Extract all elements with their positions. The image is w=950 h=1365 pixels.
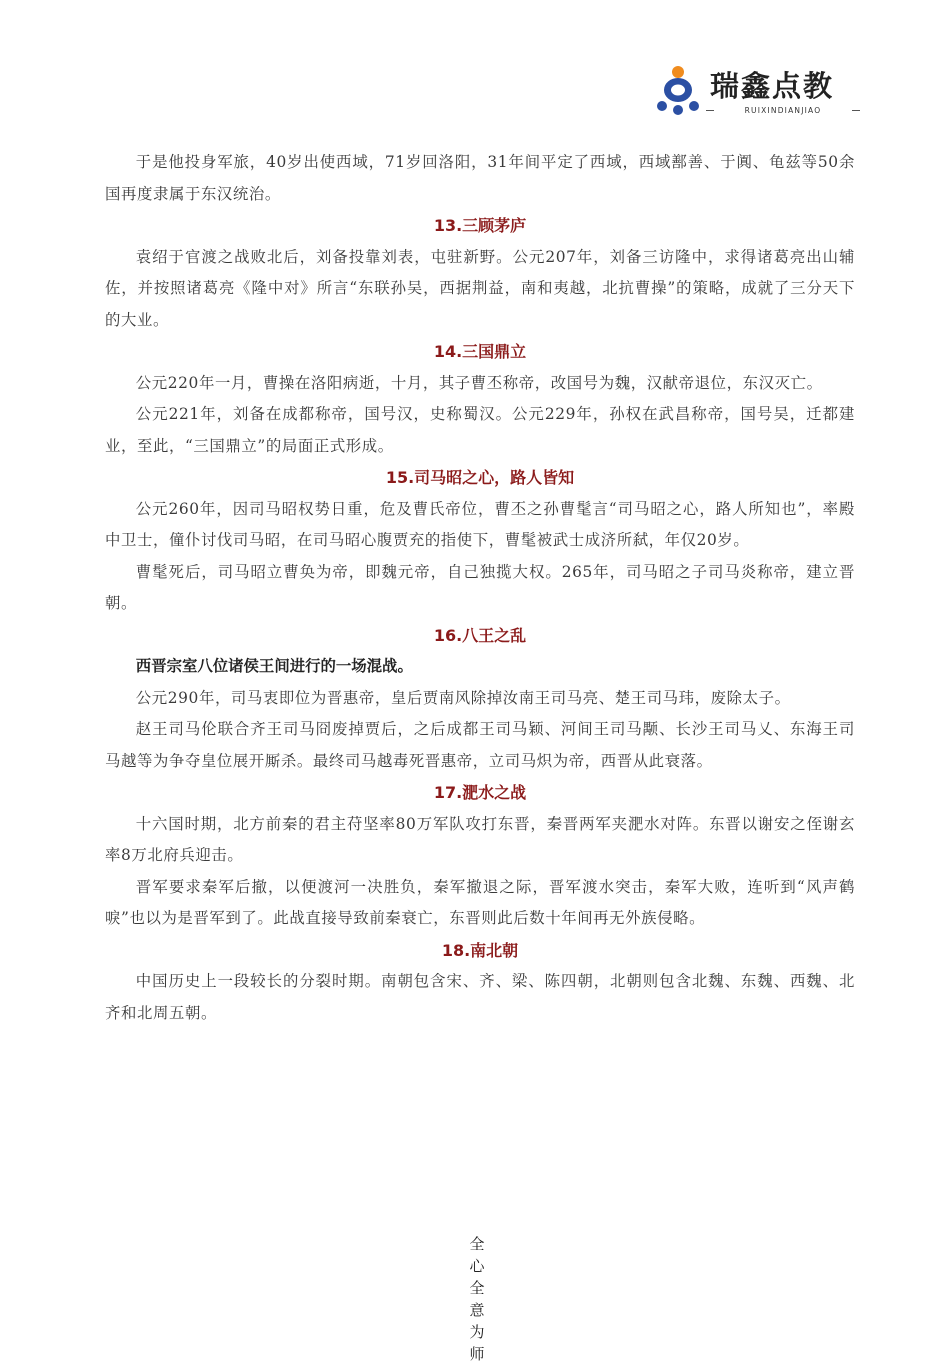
logo-ring: [664, 78, 692, 102]
footer-motto: 全心全意为师: [469, 1235, 485, 1363]
paragraph: 十六国时期，北方前秦的君主苻坚率80万军队攻打东晋，秦晋两军夹淝水对阵。东晋以谢安之侄谢玄率8万北府兵迎击。: [105, 814, 855, 864]
document-body: [105, 147, 855, 1029]
logo-dot-left: [657, 101, 667, 111]
paragraph: 于是他投身军旅，40岁出使西域，71岁回洛阳，31年间平定了西域，西域鄯善、于阗、龟兹等50余国再度隶属于东汉统治。: [105, 153, 855, 203]
logo-dot-right: [689, 101, 699, 111]
section-heading: 17.淝水之战: [433, 783, 527, 802]
paragraph: 赵王司马伦联合齐王司马冏废掉贾后，之后成都王司马颖、河间王司马颙、长沙王司马乂、东海王司马越等为争夺皇位展开厮杀。最终司马越毒死晋惠帝，立司马炽为帝，西晋从此衰落。: [105, 720, 855, 770]
section-heading: 13.三顾茅庐: [433, 216, 527, 235]
paragraph: 袁绍于官渡之战败北后，刘备投靠刘表，屯驻新野。公元207年，刘备三访隆中，求得诸葛亮出山辅佐，并按照诸葛亮《隆中对》所言“东联孙吴，西据荆益，南和夷越，北抗曹操”的策略，成就了三分天下的大业。: [105, 247, 855, 329]
section-lead: 西晋宗室八位诸侯王间进行的一场混战。: [135, 657, 413, 675]
section-heading: 14.三国鼎立: [433, 342, 527, 361]
paragraph: 公元260年，因司马昭权势日重，危及曹氏帝位，曹丕之孙曹髦言“司马昭之心，路人所知也”，率殿中卫士，僮仆讨伐司马昭，在司马昭心腹贾充的指使下，曹髦被武士成济所弑，年仅20岁。: [105, 499, 855, 549]
brand-logo: [656, 64, 856, 120]
paragraph: 公元290年，司马衷即位为晋惠帝，皇后贾南风除掉汝南王司马亮、楚王司马玮，废除太子。: [135, 688, 791, 707]
logo-mark-icon: [656, 64, 700, 116]
paragraph: 中国历史上一段较长的分裂时期。南朝包含宋、齐、梁、陈四朝，北朝则包含北魏、东魏、西魏、北齐和北周五朝。: [105, 972, 855, 1022]
logo-head-dot: [672, 66, 684, 78]
paragraph: 公元221年，刘备在成都称帝，国号汉，史称蜀汉。公元229年，孙权在武昌称帝，国号吴，迁都建业，至此，“三国鼎立”的局面正式形成。: [105, 405, 855, 455]
section-heading: 16.八王之乱: [433, 625, 527, 645]
paragraph: 公元220年一月，曹操在洛阳病逝，十月，其子曹丕称帝，改国号为魏，汉献帝退位，东汉灭亡。: [135, 373, 823, 392]
logo-title: 瑞鑫点教: [710, 69, 835, 103]
section-heading: 18.南北朝: [441, 940, 519, 960]
paragraph: 曹髦死后，司马昭立曹奂为帝，即魏元帝，自己独揽大权。265年，司马昭之子司马炎称帝，建立晋朝。: [105, 562, 855, 612]
section-heading: 15.司马昭之心，路人皆知: [385, 468, 575, 487]
logo-subtitle: RUIXINDIANJIAO: [712, 106, 854, 115]
paragraph: 晋军要求秦军后撤，以便渡河一决胜负，秦军撤退之际，晋军渡水突击，秦军大败，连听到“风声鹤唳”也以为是晋军到了。此战直接导致前秦衰亡，东晋则此后数十年间再无外族侵略。: [105, 877, 855, 927]
logo-dot-mid: [673, 105, 683, 115]
